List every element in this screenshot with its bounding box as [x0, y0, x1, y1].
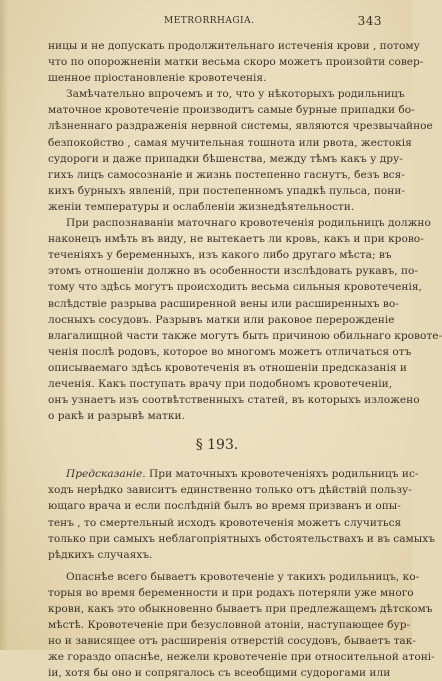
prognosis-lead: Предсказаніе. — [66, 468, 146, 481]
text-line: о ракѣ и разрывѣ матки. — [48, 410, 185, 423]
running-head: METRORRHAGIA. — [164, 16, 255, 26]
page-number: 343 — [357, 14, 382, 28]
text-line: торыя во время беременности и при родахъ потеряли уже много — [48, 586, 414, 599]
text-line: ницы и не допускать продолжительнаго истеченія крови , потому — [48, 40, 420, 52]
text-line: онъ узнаетъ изъ соотвѣтственныхъ статей, въ которыхъ изложено — [48, 394, 420, 407]
text-line: теченіяхъ у беременныхъ, изъ какого либо другаго мѣста; въ — [48, 249, 392, 262]
body-text — [48, 38, 442, 681]
text-line: рѣдкихъ случаяхъ. — [48, 548, 153, 561]
text-line: ченія послѣ родовъ, которое во многомъ можетъ отличаться отъ — [48, 345, 412, 358]
text-line: При распознаваніи маточнаго кровотеченія родильницъ должно — [66, 217, 431, 230]
text-line: вслѣдствіе разрыва расширенной вены или расширенныхъ во- — [48, 297, 399, 310]
page-header — [46, 14, 382, 30]
text-line: только при самыхъ неблагопріятныхъ обстоятельствахъ и въ самыхъ — [48, 532, 435, 545]
paragraph-5 — [48, 569, 435, 681]
paragraph-4 — [48, 466, 435, 563]
text-line: лѣзненнаго раздраженія нервной системы, являются чрезвычайное — [48, 120, 433, 133]
text-line: безпокойство , самая мучительная тошнота или рвота, жестокія — [48, 136, 412, 149]
paragraph-1 — [48, 38, 424, 86]
text-line: ющаго врача и если послѣдній былъ во время призванъ и опы- — [48, 500, 401, 513]
text-line: описываемаго здѣсь кровотеченія въ отношеніи предсказанія и — [48, 361, 407, 374]
text-line: ходъ нерѣдко зависитъ единственно только отъ дѣйствій пользу- — [48, 484, 412, 497]
paragraph-3 — [48, 215, 442, 424]
text-line: Замѣчательно впрочемъ и то, что у нѣкоторыхъ родильницъ — [66, 88, 405, 101]
text-line: влагалищной части также могутъ быть причиною обильнаго кровоте- — [48, 329, 442, 342]
text-line: же гораздо опаснѣе, нежели кровотеченіе при относительной атоні- — [48, 651, 435, 664]
text-line: но и зависящее отъ расширенія отверстій сосудовъ, бываетъ так- — [48, 635, 416, 648]
text-line: что по опорожненіи матки весьма скоро можетъ произойти совер- — [48, 56, 424, 69]
text-line: кихъ бурныхъ явленій, при постепенномъ упадкѣ пульса, пони- — [48, 184, 405, 197]
text-line: мѣстѣ. Кровотеченіе при безусловной атоніи, наступающее бур- — [48, 619, 411, 632]
text-line: судороги и даже припадки бѣшенства, между тѣмъ какъ у дру- — [48, 152, 403, 165]
text-line — [48, 466, 419, 482]
text-line: маточное кровотеченіе производитъ самые бурные припадки бо- — [48, 104, 415, 117]
text-line: тенъ , то смертельный исходъ кровотеченія можетъ случиться — [48, 516, 402, 529]
text-line: крови, какъ это обыкновенно бываетъ при предлежащемъ дѣтскомъ — [48, 603, 433, 615]
text-line: лосныхъ сосудовъ. Разрывъ матки или раковое перерожденіе — [48, 313, 395, 326]
text-line: этомъ отношеніи должно въ особенности изслѣдовать рукавъ, по- — [48, 265, 418, 278]
text-line: леченія. Какъ поступать врачу при подобномъ кровотеченіи, — [48, 377, 393, 390]
paragraph-2 — [48, 86, 433, 215]
text-line: наконецъ имѣть въ виду, не вытекаетъ ли кровь, какъ и при крово- — [48, 233, 424, 246]
text-line: женіи температуры и ослабленіи жизнедѣятельности. — [48, 200, 355, 213]
text-line: Опаснѣе всего бываетъ кровотеченіе у такихъ родильницъ, ко- — [66, 570, 420, 583]
section-heading: § 193. — [195, 437, 239, 454]
text-line: тому что здѣсь могутъ происходить весьма сильныя кровотеченія, — [48, 281, 422, 294]
text-line: іи, хотя бы оно и сопрягалось съ всеобщими судорогами или — [48, 667, 391, 680]
page-edge-shadow — [0, 0, 8, 650]
text-fragment: При маточныхъ кровотеченіяхъ родильницъ ис- — [145, 468, 419, 481]
text-line: гихъ лицъ самосознаніе и жизнь постепенно гаснутъ, безъ вся- — [48, 168, 405, 181]
text-line: шенное пріостановленіе кровотеченія. — [48, 72, 267, 85]
